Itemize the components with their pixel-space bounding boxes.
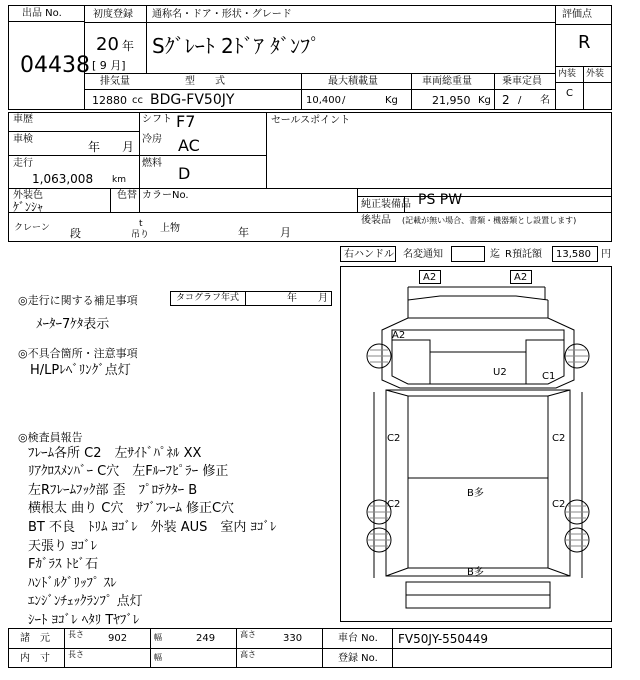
inspector-line: Fｶﾞﾗｽ ﾄﾋﾞ石 xyxy=(28,557,99,572)
crane-stage: 段 xyxy=(70,227,81,240)
displacement-label: 排気量 xyxy=(100,76,130,87)
upper-year: 年 xyxy=(238,226,249,239)
inspector-line: ﾌﾚｰﾑ各所 C2 左ｻｲﾄﾞﾊﾟﾈﾙ XX xyxy=(28,446,202,461)
tachograph-year: 年 xyxy=(287,293,297,304)
rating-value: R xyxy=(578,32,591,53)
chassis-label: 車台 No. xyxy=(338,633,378,644)
damage-mark: C2 xyxy=(552,433,566,444)
defects-note: H/LPﾚﾍﾞﾘﾝｸﾞ点灯 xyxy=(30,363,131,378)
genuine-value: PS PW xyxy=(418,192,463,208)
vehicle-name: Sｸﾞﾚｰﾄ 2ﾄﾞｱ ﾀﾞﾝﾌﾟ xyxy=(152,34,321,58)
mileage-unit: km xyxy=(112,175,126,185)
damage-mark: B多 xyxy=(467,567,484,578)
damage-mark: C2 xyxy=(387,433,401,444)
width-value: 249 xyxy=(196,633,216,644)
exterior-grade-label: 外装 xyxy=(586,69,605,79)
inspector-line: ｼｰﾄ ﾖｺﾞﾚ ﾍﾀﾘ Tﾔﾌﾞﾚ xyxy=(28,613,140,628)
height-value: 330 xyxy=(283,633,303,644)
name-change-box xyxy=(451,246,485,262)
inspector-line: BT 不良 ﾄﾘﾑ ﾖｺﾞﾚ 外装 AUS 室内 ﾖｺﾞﾚ xyxy=(28,520,277,535)
mileage-value: 1,063,008 xyxy=(32,172,94,186)
mileage-label: 走行 xyxy=(13,158,33,169)
inspector-line: 横根太 曲り C穴 ｻﾌﾞﾌﾚｰﾑ 修正C穴 xyxy=(28,501,235,516)
gross-weight-value: 21,950 xyxy=(432,94,471,107)
driving-note: ﾒｰﾀｰ7ｹﾀ表示 xyxy=(36,317,110,332)
tachograph-label: タコグラフ年式 xyxy=(176,293,240,303)
interior-grade-label: 内装 xyxy=(558,69,577,79)
capacity-slash: / xyxy=(518,95,522,106)
damage-mark: C1 xyxy=(542,371,556,382)
inner-length-label: 長さ xyxy=(68,650,84,659)
damage-mark: A2 xyxy=(423,272,437,283)
length-label: 長さ xyxy=(68,630,84,639)
interior-grade: C xyxy=(566,88,573,99)
r-fee-unit: 円 xyxy=(601,249,611,260)
inspector-line: ﾊﾝﾄﾞﾙｸﾞﾘｯﾌﾟ ｽﾚ xyxy=(28,576,117,591)
r-fee-label: R預託額 xyxy=(505,249,542,260)
model-label: 型 式 xyxy=(185,76,225,87)
length-value: 902 xyxy=(108,633,128,644)
genuine-label: 純正装備品 xyxy=(361,199,411,210)
capacity-unit: 名 xyxy=(540,95,550,106)
inspection-label: 車検 xyxy=(13,134,33,145)
rhd-label: 右ハンドル xyxy=(344,249,394,260)
displacement-value: 12880 xyxy=(92,94,127,107)
name-change-label: 名変通知 xyxy=(403,249,443,260)
damage-mark: A2 xyxy=(392,330,406,341)
inner-height-label: 高さ xyxy=(240,650,256,659)
deadline-prefix: 迄 xyxy=(490,249,500,260)
fuel-value: D xyxy=(178,164,191,183)
lot-label: 出品 No. xyxy=(22,8,62,19)
fuel-label: 燃料 xyxy=(142,158,162,169)
crane-ton-label: 吊り xyxy=(131,230,150,240)
inspection-month: 月 xyxy=(122,140,135,154)
gross-weight-label: 車両総重量 xyxy=(422,76,472,87)
upper-label: 上物 xyxy=(160,223,180,234)
inspector-line: 天張り ﾖｺﾞﾚ xyxy=(28,539,98,554)
color-code-label: カラーNo. xyxy=(142,190,189,201)
tachograph-month: 月 xyxy=(318,293,328,304)
gross-weight-unit: Kg xyxy=(478,95,491,106)
history-label: 車歴 xyxy=(13,114,33,125)
color-change-label: 色替 xyxy=(117,190,137,201)
capacity-value: 2 xyxy=(502,93,510,107)
inner-dims-label: 内 寸 xyxy=(20,653,50,664)
dims-label: 諸 元 xyxy=(20,633,50,644)
shift-value: F7 xyxy=(176,112,196,131)
shift-label: シフト xyxy=(142,114,172,125)
max-load-unit: Kg xyxy=(385,95,398,106)
aftermarket-label: 後装品 xyxy=(361,215,391,226)
sales-point-label: セールスポイント xyxy=(271,115,351,126)
name-label: 通称名・ドア・形状・グレード xyxy=(152,9,292,20)
ac-value: AC xyxy=(178,136,200,155)
damage-mark: A2 xyxy=(514,272,528,283)
inspector-heading: ◎検査員報告 xyxy=(18,431,83,444)
ac-label: 冷房 xyxy=(142,134,162,145)
max-load-value: 10,400 xyxy=(306,95,341,106)
r-fee-value: 13,580 xyxy=(556,249,591,260)
width-label: 幅 xyxy=(154,633,162,642)
damage-mark: U2 xyxy=(493,367,507,378)
model-value: BDG-FV50JY xyxy=(150,92,235,108)
rating-label: 評価点 xyxy=(562,9,592,20)
displacement-unit: cc xyxy=(132,95,143,106)
reg-year: 20 xyxy=(96,34,119,55)
damage-mark: B多 xyxy=(467,488,484,499)
inspection-year: 年 xyxy=(88,140,101,154)
chassis-number: FV50JY-550449 xyxy=(398,632,488,646)
inspector-line: ｴﾝｼﾞﾝﾁｪｯｸﾗﾝﾌﾟ 点灯 xyxy=(28,594,143,609)
registration-label: 登録 No. xyxy=(338,653,378,664)
damage-mark: C2 xyxy=(387,499,401,510)
aftermarket-note: (記載が無い場合、書類・機器類とし設置します) xyxy=(402,216,577,225)
driving-heading: ◎走行に関する補足事項 xyxy=(18,294,138,307)
damage-mark: C2 xyxy=(552,499,566,510)
color-value: ｹﾞﾝｼｬ xyxy=(13,200,44,214)
max-load-label: 最大積載量 xyxy=(328,76,378,87)
height-label: 高さ xyxy=(240,630,256,639)
reg-year-unit: 年 xyxy=(122,39,135,53)
capacity-label: 乗車定員 xyxy=(502,76,542,87)
inspector-line: ﾘｱｸﾛｽﾒﾝﾊﾞｰ C穴 左Fﾙｰﾌﾋﾟﾗｰ 修正 xyxy=(28,464,229,479)
inner-width-label: 幅 xyxy=(154,653,162,662)
crane-label: クレーン xyxy=(14,223,50,233)
crane-ton-unit: t xyxy=(139,219,143,229)
defects-heading: ◎不具合箇所・注意事項 xyxy=(18,347,138,360)
inspector-line: 左Rﾌﾚｰﾑﾌｯｸ部 歪 ﾌﾟﾛﾃｸﾀｰ B xyxy=(28,483,198,498)
max-load-slash: / xyxy=(342,95,346,106)
color-label: 外装色 xyxy=(13,190,43,201)
reg-month: [ 9 月] xyxy=(92,59,126,72)
upper-month: 月 xyxy=(280,226,291,239)
lot-number: 04438 xyxy=(20,53,90,78)
first-reg-label: 初度登録 xyxy=(93,9,133,20)
